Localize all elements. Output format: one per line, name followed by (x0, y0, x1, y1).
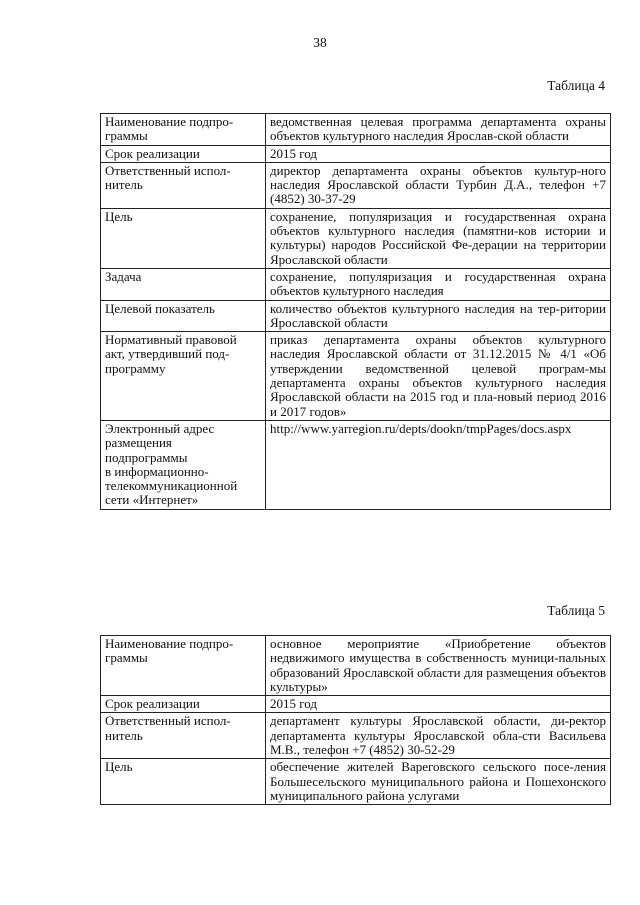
page-number: 38 (313, 35, 327, 50)
table-row (101, 759, 611, 805)
table-row (101, 145, 611, 162)
table-row (101, 332, 611, 421)
row-value: 2015 год (266, 145, 611, 162)
row-value: ведомственная целевая программа департамента охраны объектов культурного наследия Ярослав-ской области (266, 114, 611, 146)
table-row (101, 696, 611, 713)
table-row (101, 208, 611, 268)
table-row (101, 420, 611, 509)
table-row (101, 162, 611, 208)
row-label: Электронный адрес размещения подпрограммы в информационно- телекоммуникационной сети «Интернет» (101, 420, 266, 509)
table-4-caption: Таблица 4 (547, 78, 605, 93)
row-value: обеспечение жителей Вареговского сельского посе-ления Большесельского муниципального района и Пошехонского муниципального района услугами (266, 759, 611, 805)
row-value: сохранение, популяризация и государственная охрана объектов культурного наследия (266, 268, 611, 300)
row-value: 2015 год (266, 696, 611, 713)
row-label: Наименование подпро- граммы (101, 636, 266, 696)
row-value: количество объектов культурного наследия на тер-ритории Ярославской области (266, 300, 611, 332)
row-value-url: http://www.yarregion.ru/depts/dookn/tmpPages/docs.aspx (266, 420, 611, 509)
row-label: Ответственный испол- нитель (101, 162, 266, 208)
table-row (101, 114, 611, 146)
row-label: Срок реализации (101, 696, 266, 713)
row-label: Нормативный правовой акт, утвердивший под- программу (101, 332, 266, 421)
table-row (101, 636, 611, 696)
row-label: Ответственный испол- нитель (101, 713, 266, 759)
row-label: Задача (101, 268, 266, 300)
row-value: сохранение, популяризация и государственная охрана объектов культурного наследия (памятни-ков истории и культуры) народов Российской Фе-дерации на территории Ярославской области (266, 208, 611, 268)
table-row (101, 713, 611, 759)
row-label: Срок реализации (101, 145, 266, 162)
row-label: Целевой показатель (101, 300, 266, 332)
row-label: Цель (101, 208, 266, 268)
table-5-caption: Таблица 5 (547, 603, 605, 618)
table-row (101, 300, 611, 332)
table-5 (100, 635, 611, 805)
row-value: приказ департамента охраны объектов культурного наследия Ярославской области от 31.12.2015 № 4/1 «Об утверждении ведомственной целевой програм-мы департамента охраны объектов культурного наследия Ярославской области на 2015 год и пла-новый период 2016 и 2017 годов» (266, 332, 611, 421)
row-value: департамент культуры Ярославской области, ди-ректор департамента культуры Ярославской обла-сти Васильева М.В., телефон +7 (4852) 30-52-29 (266, 713, 611, 759)
row-value: основное мероприятие «Приобретение объектов недвижимого имущества в собственность муници-пальных образований Ярославской области для размещения объектов культуры» (266, 636, 611, 696)
table-4 (100, 113, 611, 510)
row-label: Цель (101, 759, 266, 805)
row-value: директор департамента охраны объектов культур-ного наследия Ярославской области Турбин Д.А., телефон +7 (4852) 30-37-29 (266, 162, 611, 208)
table-row (101, 268, 611, 300)
row-label: Наименование подпро- граммы (101, 114, 266, 146)
